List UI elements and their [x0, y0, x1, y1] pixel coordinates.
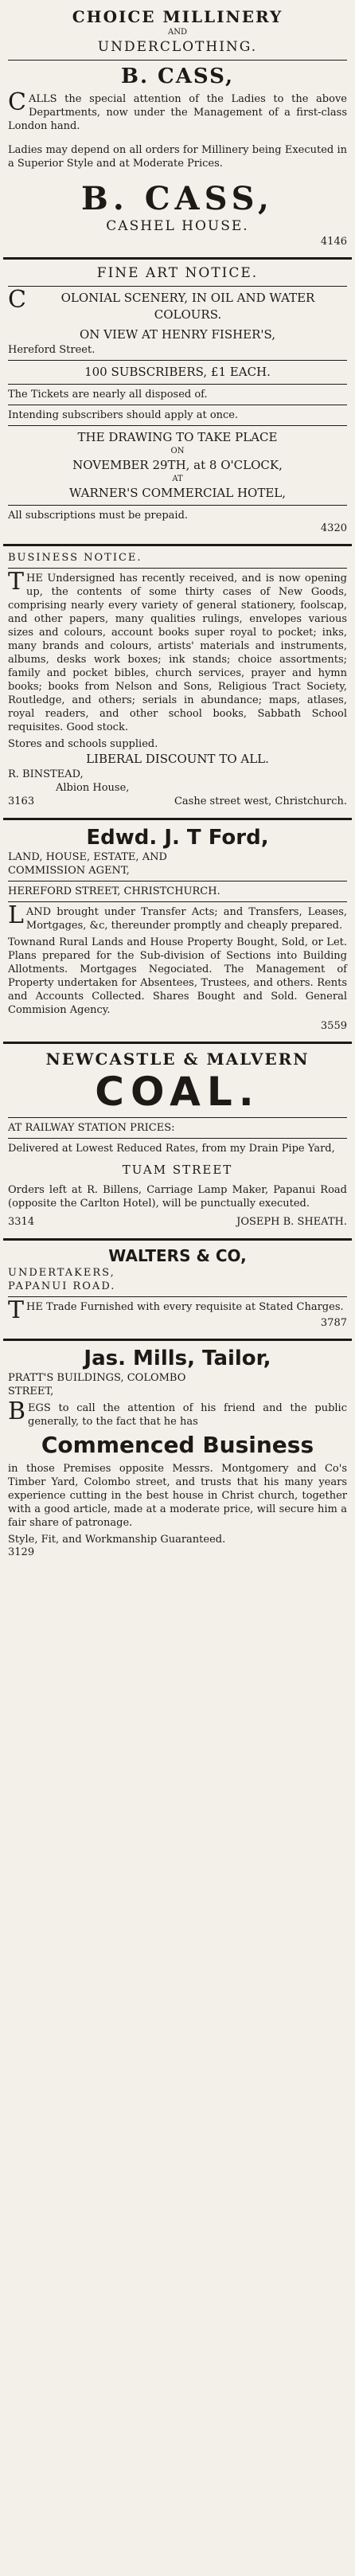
- ad-signer: JOSEPH B. SHEATH.: [236, 1216, 347, 1228]
- ad-subtitle: UNDERCLOTHING.: [97, 39, 258, 55]
- divider: [8, 1117, 347, 1118]
- divider: [8, 505, 347, 506]
- ad-footer: [8, 795, 347, 808]
- ad-connector: AND: [168, 28, 187, 37]
- section-divider: [3, 818, 352, 820]
- ad-line: STREET,: [8, 1386, 54, 1397]
- ad-title: BUSINESS NOTICE.: [8, 552, 142, 564]
- advertiser-name: Edwd. J. T Ford,: [86, 826, 269, 850]
- ad-line: The Tickets are nearly all disposed of.: [8, 389, 208, 401]
- ad-line: ON VIEW AT HENRY FISHER'S,: [79, 327, 276, 342]
- ad-footer: [8, 1215, 347, 1229]
- divider: [8, 425, 347, 426]
- ad-reference-number: 3559: [320, 1020, 347, 1032]
- ad-address: Cashe street west, Christchurch.: [174, 795, 347, 807]
- ad-line: HEREFORD STREET, CHRISTCHURCH.: [8, 885, 220, 897]
- advertiser-name: Jas. Mills, Tailor,: [84, 1347, 271, 1370]
- divider: [8, 568, 347, 569]
- ad-line: ON: [170, 447, 185, 455]
- section-divider: [3, 1238, 352, 1241]
- ad-paragraph: in those Premises opposite Messrs. Montgomery and Co's Timber Yard, Colombo street, and trusts that his many years experience cutting in the best house in Christ church, together with a good article, made at a moderate price, will secure him a fair share of patronage.: [8, 1463, 347, 1529]
- ad-title: CHOICE MILLINERY: [72, 7, 283, 26]
- ad-signer: R. BINSTEAD,: [8, 768, 84, 780]
- ad-line: WARNER'S COMMERCIAL HOTEL,: [68, 486, 287, 500]
- ad-paragraph: Ladies may depend on all orders for Millinery being Executed in a Superior Style and at Moderate Prices.: [8, 144, 347, 170]
- divider: [8, 384, 347, 385]
- ad-business-notice: [3, 548, 352, 813]
- ad-line: NOVEMBER 29TH, at 8 O'CLOCK,: [72, 458, 283, 472]
- divider: [8, 1296, 347, 1297]
- divider: [8, 60, 347, 61]
- ad-address: Albion House,: [56, 782, 130, 794]
- ad-paragraph: Townand Rural Lands and House Property Bought, Sold, or Let. Plans prepared for the Sub-division of Sections into Building Allotments. Mortgages Negociated. The Management of Property undertaken for Absentees, Trustees, and others. Rents and Accounts Collected. Shares Bought and Sold. General Commision Agency.: [8, 936, 347, 1016]
- ad-line: UNDERTAKERS,: [8, 1267, 115, 1279]
- ad-paragraph: Delivered at Lowest Reduced Rates, from my Drain Pipe Yard,: [8, 1143, 335, 1155]
- ad-walters-undertakers: [3, 1242, 352, 1334]
- ad-ford-agent: [3, 822, 352, 1037]
- ad-line: Style, Fit, and Workmanship Guaranteed.: [8, 1534, 226, 1546]
- ad-line: LIBERAL DISCOUNT TO ALL.: [86, 752, 269, 766]
- ad-line: Stores and schools supplied.: [8, 738, 158, 750]
- ad-reference-number: 4146: [320, 236, 347, 248]
- ad-line: PRATT'S BUILDINGS, COLOMBO: [8, 1372, 186, 1384]
- advertiser-name-large: B. CASS,: [81, 180, 274, 217]
- ad-line: TUAM STREET: [122, 1163, 233, 1177]
- business-house: CASHEL HOUSE.: [106, 218, 249, 234]
- section-divider: [3, 544, 352, 546]
- ad-line: COMMISSION AGENT,: [8, 865, 130, 877]
- advertiser-name: WALTERS & CO,: [108, 1246, 247, 1265]
- ad-mills-tailor: [3, 1343, 352, 1563]
- ad-paragraph: THE Trade Furnished with every requisite at Stated Charges.: [8, 1296, 344, 1324]
- divider: [8, 286, 347, 287]
- ad-fine-art: [3, 261, 352, 539]
- ad-reference-number: 3787: [320, 1317, 347, 1329]
- ad-paragraph: LAND brought under Transfer Acts; and Transfers, Leases, Mortgages, &c, thereunder promptly and cheaply prepared.: [8, 901, 347, 932]
- ad-title: NEWCASTLE & MALVERN: [45, 1050, 310, 1069]
- ad-headline: Commenced Business: [41, 1432, 314, 1458]
- ad-paragraph: BEGS to call the attention of his friend and the public generally, to the fact that he has: [8, 1397, 347, 1428]
- ad-reference-number: 3314: [8, 1216, 35, 1228]
- ad-paragraph: CALLS the special attention of the Ladies to the above Departments, now under the Management of a first-class London hand.: [8, 88, 347, 132]
- ad-paragraph: Orders left at R. Billens, Carriage Lamp Maker, Papanui Road (opposite the Carlton Hotel), will be punctually executed.: [8, 1184, 347, 1210]
- ad-line: AT RAILWAY STATION PRICES:: [8, 1122, 175, 1134]
- ad-paragraph: THE Undersigned has recently received, and is now opening up, the contents of some thirty cases of New Goods, comprising nearly every variety of general stationery, foolscap, and other papers, many qualities rulings, envelopes various sizes and colours, account books super royal to pocket; inks, many brands and colours, artists' materials and instruments, albums, desks work boxes; ink stands; choice assortments; family and pocket bibles, church services, prayer and hymn books; books from Nelson and Sons, Religious Tract Society, Routledge, and others; serials in abundance; maps, atlases, royal readers, and other school books, Sabbath School requisites. Good stock.: [8, 568, 347, 733]
- ad-title: FINE ART NOTICE.: [96, 265, 259, 281]
- ad-reference-number: 4320: [320, 522, 347, 534]
- ad-line: LAND, HOUSE, ESTATE, AND: [8, 851, 167, 863]
- ad-reference-number: 3163: [8, 795, 35, 807]
- ad-line: Hereford Street.: [8, 344, 96, 356]
- ad-reference-number: 3129: [8, 1546, 35, 1558]
- divider: [8, 360, 347, 361]
- ad-line: THE DRAWING TO TAKE PLACE: [77, 430, 278, 444]
- ad-headline: COAL.: [95, 1069, 260, 1115]
- ad-coal: [3, 1046, 352, 1233]
- divider: [8, 901, 347, 902]
- section-divider: [3, 257, 352, 260]
- ad-line: 100 SUBSCRIBERS, £1 EACH.: [84, 365, 271, 379]
- ad-line: Intending subscribers should apply at once.: [8, 409, 239, 421]
- ad-line: AT: [172, 475, 183, 483]
- ad-line: PAPANUI ROAD.: [8, 1280, 116, 1292]
- ad-line: All subscriptions must be prepaid.: [8, 510, 189, 522]
- advertiser-name: B. CASS,: [120, 64, 235, 88]
- ad-cass-millinery: [3, 3, 352, 252]
- newspaper-column: [3, 0, 352, 1563]
- section-divider: [3, 1042, 352, 1044]
- section-divider: [3, 1339, 352, 1341]
- divider: [8, 1138, 347, 1139]
- ad-paragraph: COLONIAL SCENERY, IN OIL AND WATER COLOURS.: [8, 286, 315, 322]
